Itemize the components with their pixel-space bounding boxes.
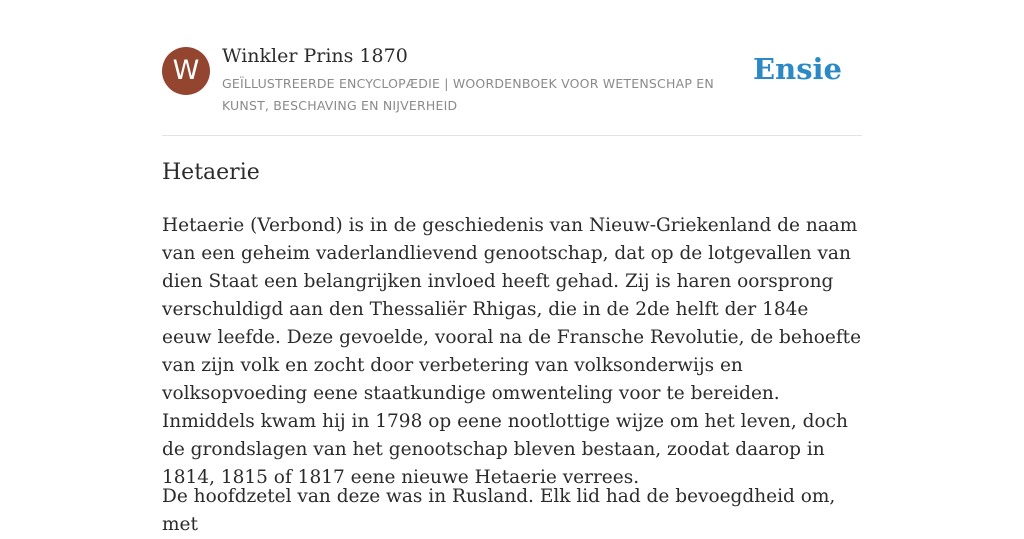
source-subtitle: GEÏLLUSTREERDE ENCYCLOPÆDIE | WOORDENBOEK VOOR WETENSCHAP EN KUNST, BESCHAVING EN NIJVERHEID <box>222 76 714 113</box>
source-title[interactable]: Winkler Prins 1870 <box>222 45 408 67</box>
article-paragraph: Hetaerie (Verbond) is in de geschiedenis van Nieuw-Griekenland de naam van een geheim vaderlandlievend genootschap, dat op de lotgevallen van dien Staat een belangrijken invloed heeft gehad. Zij is haren oorsprong verschuldigd aan den Thessaliër Rhigas, die in de 2de helft der 184e eeuw leefde. Deze gevoelde, vooral na de Fransche Revolutie, de behoefte van zijn volk en zocht door verbetering van volksonderwijs en volksopvoeding eene staatkundige omwenteling voor te bereiden. Inmiddels kwam hij in 1798 op eene nootlottige wijze om het leven, doch de grondslagen van het genootschap bleven bestaan, zoodat daarop in 1814, 1815 of 1817 eene nieuwe Hetaerie verrees. <box>162 215 862 488</box>
article-title: Hetaerie <box>162 160 260 185</box>
source-header <box>162 0 862 136</box>
article-paragraph: De hoofdzetel van deze was in Rusland. Elk lid had de bevoegdheid om, met <box>162 486 836 535</box>
page-container <box>162 0 862 535</box>
ensie-logo-link[interactable]: Ensie <box>753 52 842 86</box>
source-avatar[interactable]: W <box>162 47 210 95</box>
